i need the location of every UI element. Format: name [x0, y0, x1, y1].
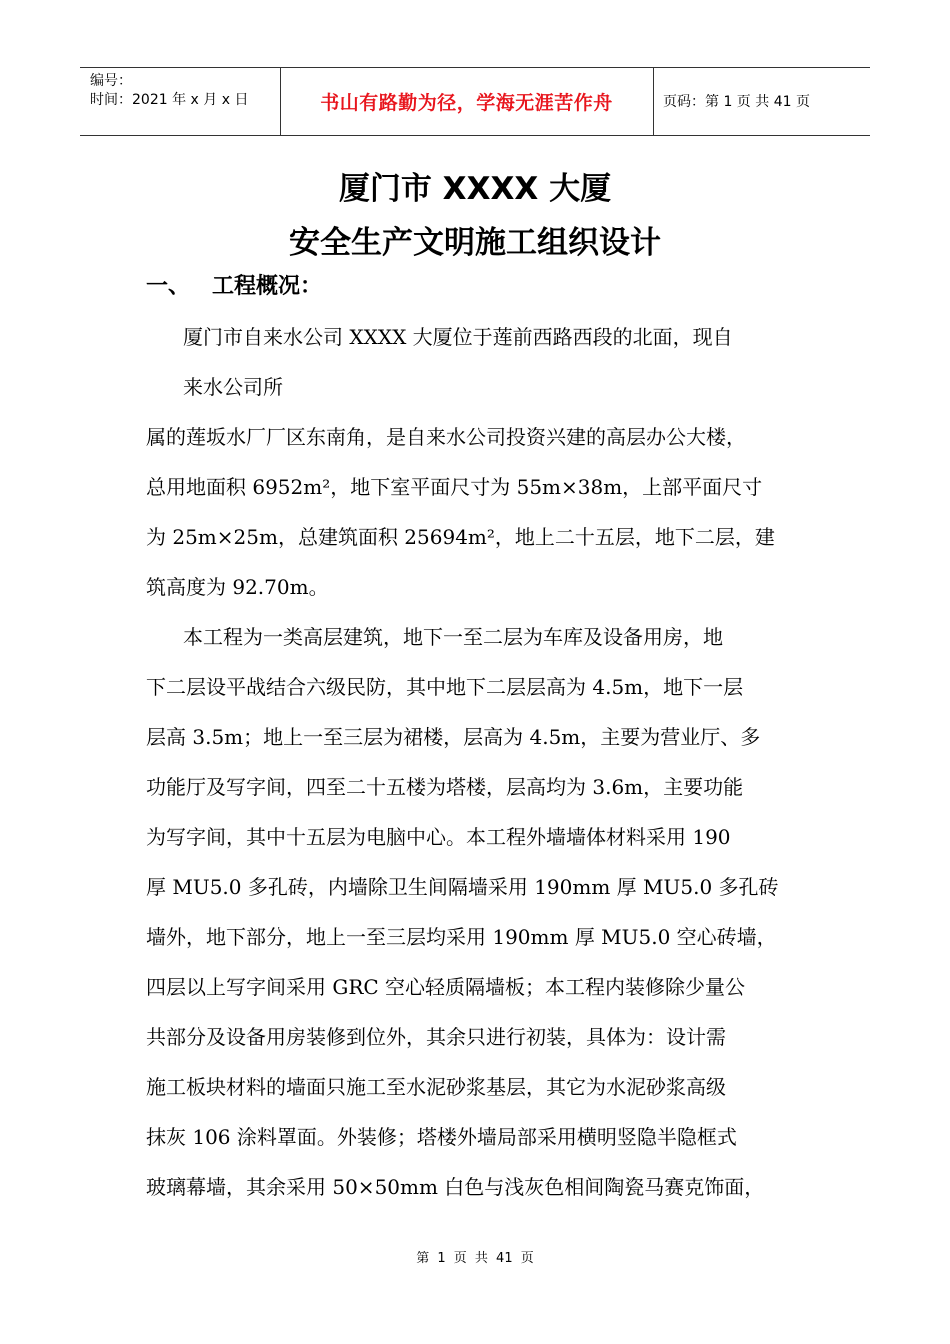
body-line: 厦门市自来水公司 XXXX 大厦位于莲前西路西段的北面，现自 [183, 325, 733, 349]
section-heading [146, 269, 322, 300]
header-bottom-rule [80, 135, 870, 136]
body-line: 墙外，地下部分，地上一至三层均采用 190mm 厚 MU5.0 空心砖墙， [146, 925, 777, 949]
body-line: 总用地面积 6952m²，地下室平面尺寸为 55m×38m，上部平面尺寸 [146, 475, 763, 499]
header-page-info: 页码：第 1 页 共 41 页 [663, 94, 810, 110]
body-line: 抹灰 106 涂料罩面。外装修；塔楼外墙局部采用横明竖隐半隐框式 [146, 1125, 737, 1149]
page-footer: 第 1 页 共 41 页 [416, 1251, 534, 1266]
body-line: 为写字间，其中十五层为电脑中心。本工程外墙墙体材料采用 190 [146, 825, 731, 849]
body-line: 为 25m×25m，总建筑面积 25694m²，地上二十五层，地下二层，建 [146, 525, 775, 549]
header-meta [90, 72, 248, 110]
header-motto: 书山有路勤为径，学海无涯苦作舟 [320, 91, 613, 114]
document-number: 编号： [90, 73, 132, 89]
document-date: 时间：2021 年 x 月 x 日 [90, 92, 249, 108]
body-line: 属的莲坂水厂厂区东南角，是自来水公司投资兴建的高层办公大楼， [146, 425, 746, 449]
body-line: 下二层设平战结合六级民防，其中地下二层层高为 4.5m，地下一层 [146, 675, 744, 699]
section-number: 一、 [146, 274, 191, 299]
body-line: 筑高度为 92.70m。 [146, 575, 329, 599]
body-line: 玻璃幕墙，其余采用 50×50mm 白色与浅灰色相间陶瓷马赛克饰面， [146, 1175, 765, 1199]
body-line: 四层以上写字间采用 GRC 空心轻质隔墙板；本工程内装修除少量公 [146, 975, 746, 999]
document-subtitle: 安全生产文明施工组织设计 [289, 225, 661, 261]
body-line: 本工程为一类高层建筑，地下一至二层为车库及设备用房，地 [183, 625, 723, 649]
body-line: 施工板块材料的墙面只施工至水泥砂浆基层，其它为水泥砂浆高级 [146, 1075, 726, 1099]
body-line: 来水公司所 [183, 375, 283, 399]
body-line: 功能厅及写字间，四至二十五楼为塔楼，层高均为 3.6m，主要功能 [146, 775, 744, 799]
body-line: 层高 3.5m；地上一至三层为裙楼，层高为 4.5m，主要为营业厅、多 [146, 725, 761, 749]
body-line: 厚 MU5.0 多孔砖，内墙除卫生间隔墙采用 190mm 厚 MU5.0 多孔砖 [146, 875, 779, 899]
body-line: 共部分及设备用房装修到位外，其余只进行初装，具体为：设计需 [146, 1025, 726, 1049]
document-title: 厦门市 XXXX 大厦 [338, 171, 612, 207]
header-divider-right [653, 67, 654, 135]
section-title: 工程概况： [212, 274, 323, 299]
